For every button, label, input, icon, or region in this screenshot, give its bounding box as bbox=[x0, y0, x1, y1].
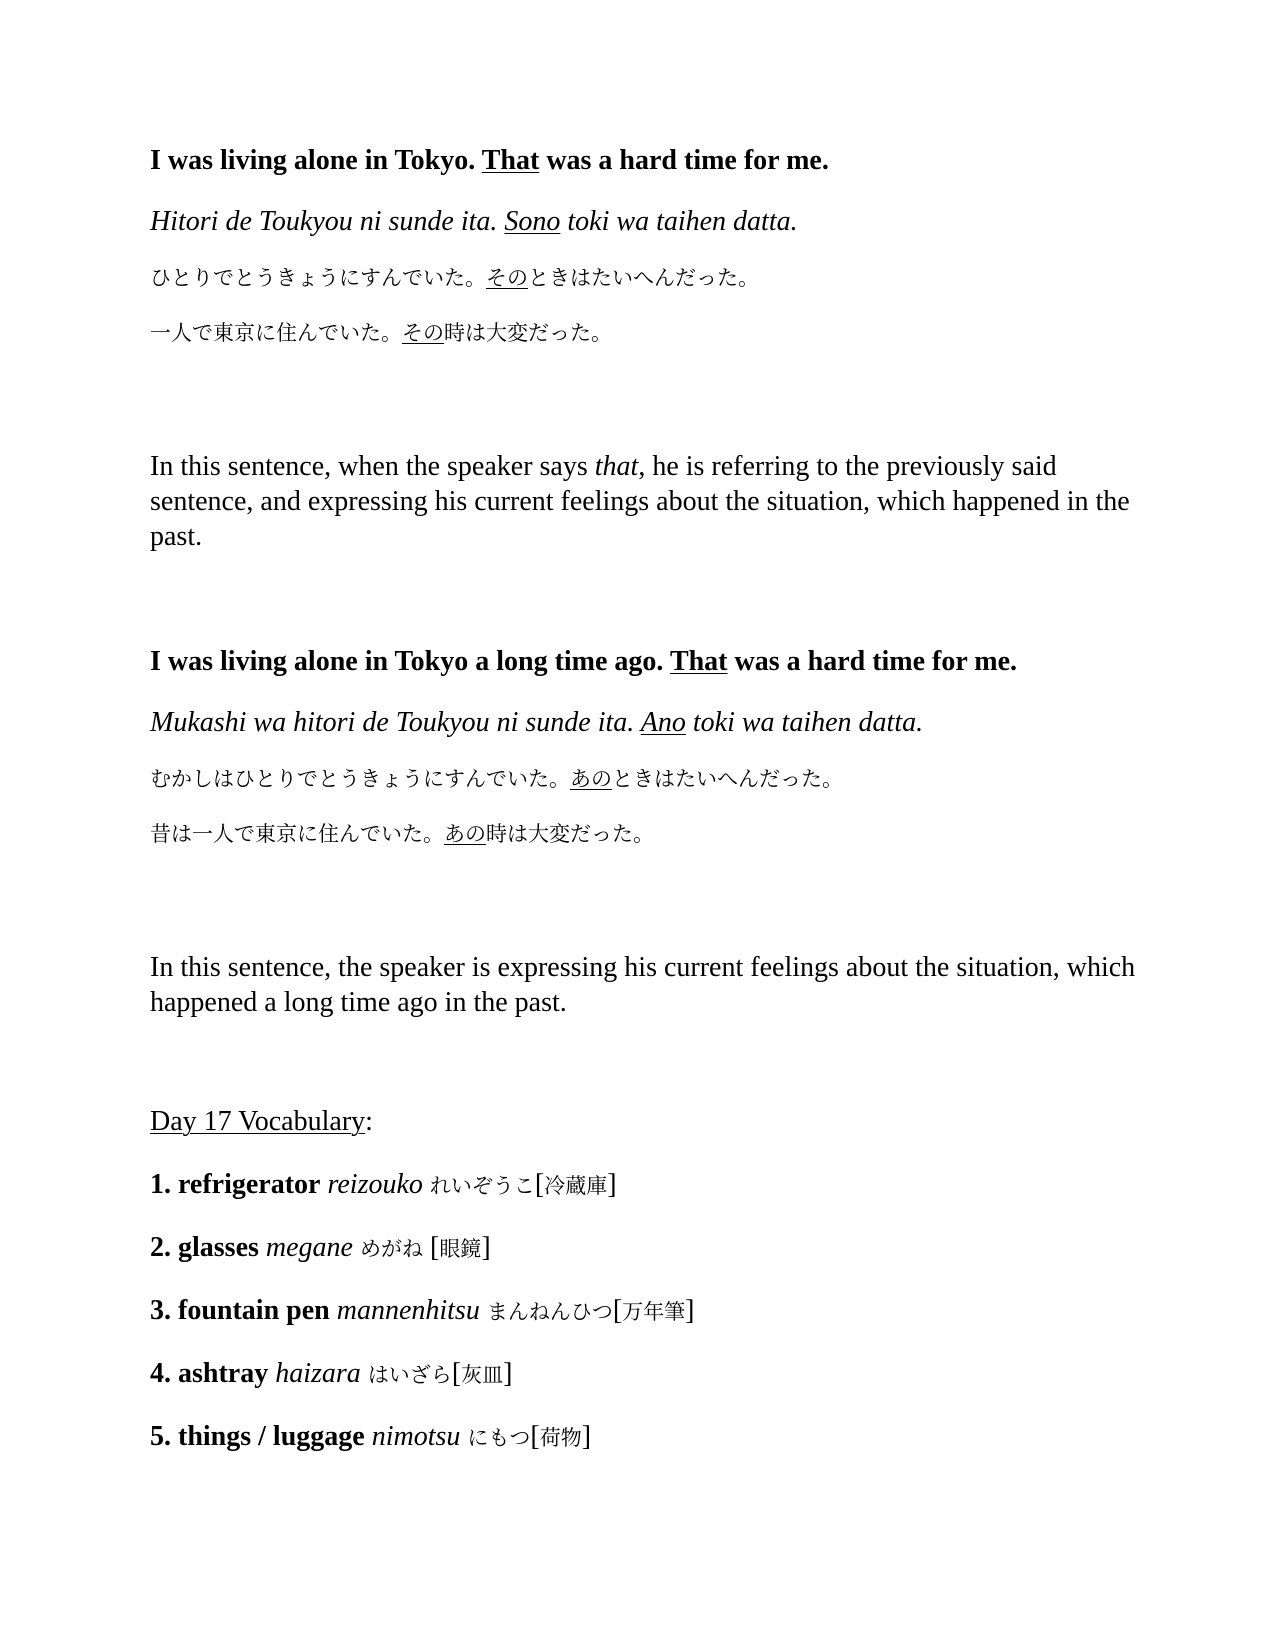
vocabulary-title: Day 17 Vocabulary bbox=[150, 1106, 366, 1137]
text-segment: was a hard time for me. bbox=[539, 145, 829, 176]
vocab-number: 3. bbox=[150, 1295, 171, 1326]
text-segment: , he is referring to the previously said sentence, and expressing his current feelings about the situation, which happened in the past. bbox=[150, 451, 1130, 552]
vocab-item: 5. things / luggage nimotsu にもつ[荷物] bbox=[150, 1421, 592, 1452]
vocab-term: ashtray bbox=[178, 1358, 269, 1389]
example2-english bbox=[150, 648, 1017, 676]
vocab-item: 3. fountain pen mannenhitsu まんねんひつ[万年筆] bbox=[150, 1295, 695, 1326]
vocab-term: refrigerator bbox=[178, 1169, 321, 1200]
example1-hiragana bbox=[150, 268, 759, 289]
underlined-word: その bbox=[486, 266, 528, 290]
text-segment: In this sentence, when the speaker says bbox=[150, 451, 595, 482]
vocabulary-colon: : bbox=[365, 1106, 373, 1137]
vocab-term: things / luggage bbox=[178, 1421, 365, 1452]
vocab-item: 1. refrigerator reizouko れいぞうこ[冷蔵庫] bbox=[150, 1169, 617, 1200]
text-segment: 時は大変だった。 bbox=[486, 822, 654, 846]
text-segment: 昔は一人で東京に住んでいた。 bbox=[150, 822, 444, 846]
text-segment: ときはたいへんだった。 bbox=[528, 266, 759, 290]
vocab-number: 5. bbox=[150, 1421, 171, 1452]
text-segment: Mukashi wa hitori de Toukyou ni sunde ita. bbox=[150, 707, 641, 738]
vocab-kana: れいぞうこ bbox=[429, 1174, 535, 1198]
text-segment: 一人で東京に住んでいた。 bbox=[150, 321, 402, 345]
vocab-kanji: 荷物 bbox=[539, 1426, 582, 1450]
underlined-word: That bbox=[669, 646, 728, 677]
vocab-kanji: 冷蔵庫 bbox=[544, 1174, 608, 1198]
vocab-kana: めがね bbox=[359, 1237, 423, 1261]
text-segment: I was living alone in Tokyo. bbox=[150, 145, 482, 176]
text-segment: 時は大変だった。 bbox=[444, 321, 612, 345]
example2-romaji bbox=[150, 709, 923, 737]
underlined-word: その bbox=[402, 321, 444, 345]
example1-explanation bbox=[150, 449, 1140, 554]
underlined-word: あの bbox=[444, 822, 486, 846]
underlined-word: Ano bbox=[640, 707, 686, 738]
vocab-number: 1. bbox=[150, 1169, 171, 1200]
underlined-word: That bbox=[481, 145, 540, 176]
vocab-kanji: 眼鏡 bbox=[439, 1237, 482, 1261]
vocab-number: 4. bbox=[150, 1358, 171, 1389]
underlined-word: Sono bbox=[504, 206, 561, 237]
example2-hiragana bbox=[150, 769, 843, 790]
example1-kanji bbox=[150, 323, 612, 344]
vocab-number: 2. bbox=[150, 1232, 171, 1263]
vocab-romaji: nimotsu bbox=[371, 1421, 461, 1452]
vocab-kanji: 万年筆 bbox=[622, 1300, 686, 1324]
vocab-romaji: mannenhitsu bbox=[336, 1295, 480, 1326]
vocab-romaji: haizara bbox=[275, 1358, 361, 1389]
vocab-item: 4. ashtray haizara はいざら[灰皿] bbox=[150, 1358, 513, 1389]
text-segment: Hitori de Toukyou ni sunde ita. bbox=[150, 206, 505, 237]
text-segment: toki wa taihen datta. bbox=[685, 707, 924, 738]
vocab-kana: はいざら bbox=[367, 1363, 452, 1387]
italic-word: that bbox=[594, 451, 639, 482]
text-segment: ときはたいへんだった。 bbox=[612, 767, 843, 791]
vocab-romaji: megane bbox=[265, 1232, 353, 1263]
example2-explanation: In this sentence, the speaker is expressing his current feelings about the situation, which happened a long time ago in the past. bbox=[150, 952, 1136, 1018]
vocab-kana: まんねんひつ bbox=[486, 1300, 613, 1324]
example1-english bbox=[150, 147, 829, 175]
text-segment: was a hard time for me. bbox=[727, 646, 1018, 677]
vocab-kana: にもつ bbox=[467, 1426, 531, 1450]
underlined-word: あの bbox=[570, 767, 612, 791]
vocab-romaji: reizouko bbox=[327, 1169, 423, 1200]
example1-romaji bbox=[150, 208, 798, 236]
example2-kanji bbox=[150, 824, 654, 845]
text-segment: ひとりでとうきょうにすんでいた。 bbox=[150, 266, 486, 290]
text-segment: むかしはひとりでとうきょうにすんでいた。 bbox=[150, 767, 570, 791]
text-segment: I was living alone in Tokyo a long time ago. bbox=[150, 646, 670, 677]
vocab-term: fountain pen bbox=[178, 1295, 330, 1326]
vocabulary-heading bbox=[150, 1108, 373, 1136]
text-segment: toki wa taihen datta. bbox=[560, 206, 798, 237]
vocab-item: 2. glasses megane めがね [眼鏡] bbox=[150, 1232, 491, 1263]
vocab-kanji: 灰皿 bbox=[461, 1363, 504, 1387]
vocab-term: glasses bbox=[178, 1232, 259, 1263]
